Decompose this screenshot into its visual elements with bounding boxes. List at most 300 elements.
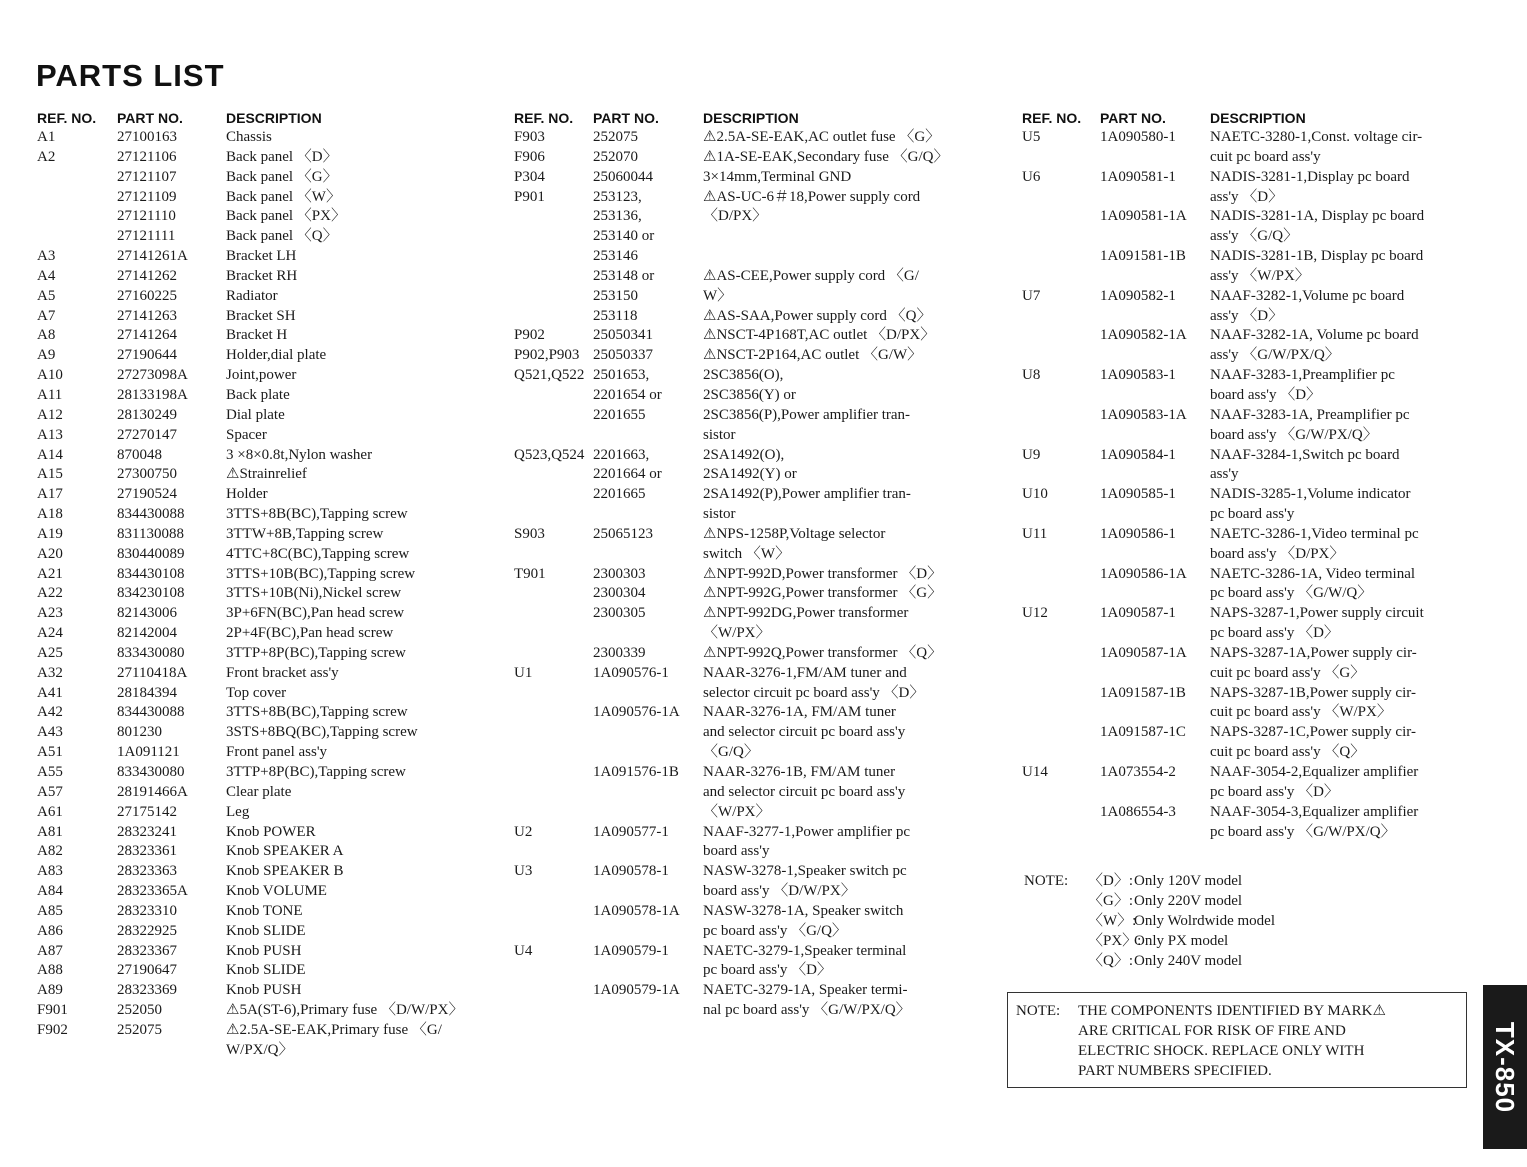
ref-no	[1022, 326, 1100, 366]
description: Radiator	[226, 287, 278, 304]
parts-row	[1022, 684, 1484, 724]
part-no: 27121109	[117, 188, 177, 205]
description: NADIS-3285-1,Volume indicator pc board ass'y	[1210, 486, 1411, 523]
parts-row	[37, 485, 497, 505]
parts-row	[37, 446, 497, 466]
description: 3P+6FN(BC),Pan head screw	[226, 605, 405, 622]
parts-row	[37, 426, 497, 446]
description: NAAF-3283-1,Preamplifier pc board ass'y 〈D〉	[1210, 367, 1395, 403]
part-no: 28323367	[117, 942, 177, 959]
ref-no: U14	[1022, 764, 1048, 780]
ref-no: U9	[1022, 446, 1041, 463]
part-no: 1A090576-1A	[593, 704, 680, 721]
description: ⚠2.5A-SE-EAK,AC outlet fuse 〈G〉	[703, 129, 941, 145]
ref-no	[1022, 803, 1100, 843]
part-no: 252070	[593, 148, 638, 165]
warning-text: THE COMPONENTS IDENTIFIED BY MARK⚠ ARE CRITICAL FOR RISK OF FIRE AND ELECTRIC SHOCK. REPLACE ONLY WITH PART NUMBERS SPECIFIED.	[1078, 1003, 1386, 1079]
part-no: 27110418A	[117, 664, 188, 681]
parts-column-3	[1022, 108, 1484, 842]
parts-row	[37, 842, 497, 862]
parts-row	[514, 942, 979, 982]
description: NAAF-3283-1A, Preamplifier pc board ass'y 〈G/W/PX/Q〉	[1210, 406, 1410, 443]
ref-no: A86	[37, 922, 63, 939]
ref-no: U10	[1022, 486, 1048, 503]
parts-row	[1022, 406, 1484, 446]
parts-row	[37, 823, 497, 843]
ref-no	[1022, 207, 1100, 247]
parts-row	[514, 525, 979, 565]
description-header: DESCRIPTION	[1210, 110, 1306, 126]
parts-row	[37, 565, 497, 585]
description: ⚠NPT-992D,Power transformer 〈D〉	[703, 565, 943, 582]
ref-no	[1022, 684, 1100, 724]
note-code: 〈G〉:	[1088, 893, 1134, 909]
description: Spacer	[226, 426, 267, 443]
description: ⚠2.5A-SE-EAK,Primary fuse 〈G/ W/PX/Q〉	[226, 1021, 442, 1058]
ref-no: A51	[37, 744, 63, 761]
part-no: 28323361	[117, 843, 177, 860]
ref-no: A84	[37, 883, 63, 900]
column-header	[1022, 108, 1484, 128]
description: Holder	[226, 486, 268, 503]
ref-no: U5	[1022, 129, 1041, 145]
ref-no	[1022, 644, 1100, 684]
parts-row	[37, 763, 497, 783]
part-no: 1A073554-2	[1100, 764, 1176, 780]
parts-row	[1022, 723, 1484, 763]
description: Knob SLIDE	[226, 962, 306, 979]
parts-rows	[1022, 128, 1484, 842]
parts-row	[37, 287, 497, 307]
part-no: 27190644	[117, 347, 177, 364]
description: NAPS-3287-1C,Power supply cir- cuit pc board ass'y 〈Q〉	[1210, 724, 1416, 761]
part-no: 834430088	[117, 506, 185, 523]
description: 3TTS+10B(Ni),Nickel screw	[226, 585, 402, 602]
model-label: TX-850	[1490, 1021, 1521, 1113]
part-no: 253118	[593, 307, 638, 324]
ref-no: A13	[37, 426, 63, 443]
ref-no	[37, 207, 117, 227]
part-no: 25060044	[593, 168, 653, 185]
ref-no: A88	[37, 962, 63, 979]
note-row	[1024, 911, 1275, 931]
description: NAPS-3287-1B,Power supply cir- cuit pc board ass'y 〈W/PX〉	[1210, 684, 1416, 721]
parts-row	[37, 227, 497, 247]
part-no: 1A090576-1	[593, 664, 669, 681]
parts-row	[37, 684, 497, 704]
parts-row	[1022, 326, 1484, 366]
parts-row	[37, 247, 497, 267]
description: Dial plate	[226, 406, 285, 423]
part-no: 27190524	[117, 486, 177, 503]
parts-row	[37, 545, 497, 565]
model-notes	[1024, 871, 1275, 971]
ref-no: A24	[37, 625, 63, 642]
parts-row	[37, 644, 497, 664]
part-no: 834430088	[117, 704, 185, 721]
ref-no: A89	[37, 982, 63, 999]
parts-row	[37, 168, 497, 188]
parts-row	[1022, 644, 1484, 684]
ref-no: F902	[37, 1021, 68, 1038]
description: Knob PUSH	[226, 982, 302, 999]
part-no: 253148 or 253150	[593, 267, 655, 304]
description: NAETC-3286-1,Video terminal pc board ass'y 〈D/PX〉	[1210, 525, 1419, 562]
warning-label: NOTE:	[1016, 1003, 1061, 1019]
description-header: DESCRIPTION	[703, 110, 799, 126]
parts-rows	[514, 128, 979, 1021]
description-header: DESCRIPTION	[226, 110, 322, 126]
description: Back panel 〈PX〉	[226, 208, 346, 225]
description: Knob VOLUME	[226, 883, 327, 900]
part-no: 252075	[593, 129, 638, 145]
ref-no: P901	[514, 188, 545, 205]
description: Holder,dial plate	[226, 347, 327, 364]
ref-no: U12	[1022, 605, 1048, 622]
part-no: 1A090579-1	[593, 942, 669, 959]
description: NASW-3278-1A, Speaker switch pc board ass'y 〈G/Q〉	[703, 902, 904, 939]
ref-no: A83	[37, 863, 63, 880]
parts-row	[37, 525, 497, 545]
parts-rows	[37, 128, 497, 1061]
ref-no: Q521,Q522	[514, 367, 585, 384]
ref-no: P902,P903	[514, 347, 580, 364]
part-no: 25050341	[593, 327, 653, 344]
ref-no: P902	[514, 327, 545, 344]
description: ⚠NPT-992DG,Power transformer 〈W/PX〉	[703, 605, 909, 642]
description: NAETC-3280-1,Const. voltage cir- cuit pc board ass'y	[1210, 129, 1423, 165]
part-no: 27121111	[117, 228, 176, 245]
ref-no: A18	[37, 506, 63, 523]
description: ⚠AS-CEE,Power supply cord 〈G/ W〉	[703, 267, 919, 304]
parts-row	[514, 584, 979, 604]
parts-row	[514, 664, 979, 704]
note-code: 〈Q〉:	[1088, 953, 1134, 969]
ref-no: S903	[514, 525, 545, 542]
description: NAAR-3276-1B, FM/AM tuner and selector circuit pc board ass'y 〈W/PX〉	[703, 764, 906, 820]
part-no: 1A090586-1A	[1100, 565, 1187, 582]
part-no: 1A091587-1B	[1100, 684, 1186, 701]
ref-no: A61	[37, 803, 63, 820]
part-no: 28191466A	[117, 783, 188, 800]
ref-no: U2	[514, 823, 533, 840]
parts-row	[37, 505, 497, 525]
description: Bracket LH	[226, 248, 297, 265]
ref-no	[514, 703, 593, 763]
parts-row	[37, 743, 497, 763]
parts-row	[514, 981, 979, 1021]
description: ⚠AS-SAA,Power supply cord 〈Q〉	[703, 307, 932, 324]
parts-row	[514, 703, 979, 763]
ref-no: A12	[37, 406, 63, 423]
ref-no: A23	[37, 605, 63, 622]
ref-no: A7	[37, 307, 56, 324]
description: ⚠1A-SE-EAK,Secondary fuse 〈G/Q〉	[703, 148, 949, 165]
part-no: 833430080	[117, 644, 185, 661]
part-no: 28323369	[117, 982, 177, 999]
parts-row	[514, 366, 979, 445]
note-label: NOTE:	[1024, 873, 1069, 889]
part-no: 1A090578-1A	[593, 902, 680, 919]
part-no: 2300303	[593, 565, 646, 582]
parts-row	[1022, 366, 1484, 406]
part-no: 27121107	[117, 168, 177, 185]
parts-row	[514, 307, 979, 327]
part-no-header: PART NO.	[1100, 110, 1166, 126]
parts-row	[514, 902, 979, 942]
description: 3TTS+8B(BC),Tapping screw	[226, 506, 408, 523]
ref-no	[514, 584, 593, 604]
ref-no-header: REF. NO.	[514, 110, 574, 126]
parts-row	[37, 386, 497, 406]
description: NADIS-3281-1B, Display pc board ass'y 〈W/PX〉	[1210, 248, 1424, 284]
parts-row	[1022, 207, 1484, 247]
description: NAAF-3282-1,Volume pc board ass'y 〈D〉	[1210, 287, 1405, 324]
description: 3TTP+8P(BC),Tapping screw	[226, 764, 406, 780]
part-no: 1A090577-1	[593, 823, 669, 840]
parts-column-1	[37, 108, 497, 1061]
ref-no: U4	[514, 942, 533, 959]
part-no: 252075	[117, 1021, 162, 1038]
part-no: 833430080	[117, 764, 185, 780]
parts-row	[514, 823, 979, 863]
part-no: 253123, 253136, 253140 or 253146	[593, 188, 655, 265]
description: 2P+4F(BC),Pan head screw	[226, 625, 394, 642]
part-no: 1A090581-1	[1100, 168, 1176, 185]
description: NAPS-3287-1,Power supply circuit pc board ass'y 〈D〉	[1210, 605, 1424, 642]
part-no: 27300750	[117, 466, 177, 483]
parts-column-2	[514, 108, 979, 1021]
description: Joint,power	[226, 367, 297, 384]
model-tab	[1483, 985, 1527, 1149]
ref-no: A17	[37, 486, 63, 503]
parts-row	[514, 763, 979, 823]
ref-no: A87	[37, 942, 63, 959]
part-no: 28323363	[117, 863, 177, 880]
ref-no	[1022, 406, 1100, 446]
ref-no: A8	[37, 327, 56, 344]
parts-row	[1022, 446, 1484, 486]
parts-row	[37, 882, 497, 902]
parts-row	[1022, 485, 1484, 525]
part-no: 1A090582-1A	[1100, 327, 1187, 344]
parts-row	[1022, 604, 1484, 644]
description: Back panel 〈D〉	[226, 148, 338, 165]
ref-no	[1022, 723, 1100, 763]
description: NAAF-3277-1,Power amplifier pc board ass'y	[703, 823, 911, 860]
description: Back panel 〈G〉	[226, 168, 338, 185]
part-no: 2300339	[593, 644, 646, 661]
parts-row	[37, 783, 497, 803]
part-no: 28322925	[117, 922, 177, 939]
part-no: 1A090579-1A	[593, 982, 680, 999]
part-no-header: PART NO.	[117, 110, 183, 126]
description: ⚠AS-UC-6＃18,Power supply cord 〈D/PX〉	[703, 188, 921, 225]
parts-row	[37, 942, 497, 962]
description: 3TTS+8B(BC),Tapping screw	[226, 704, 408, 721]
part-no: 2300304	[593, 585, 646, 602]
description: ⚠Strainrelief	[226, 466, 307, 483]
ref-no	[37, 168, 117, 188]
ref-no	[1022, 565, 1100, 605]
parts-row	[1022, 763, 1484, 803]
description: Bracket H	[226, 327, 288, 344]
part-no: 27121106	[117, 148, 177, 165]
parts-row	[37, 723, 497, 743]
description: ⚠NSCT-2P164,AC outlet 〈G/W〉	[703, 347, 923, 364]
parts-row	[37, 604, 497, 624]
ref-no	[514, 763, 593, 823]
safety-warning-box	[1007, 992, 1467, 1088]
parts-row	[514, 644, 979, 664]
parts-row	[37, 1021, 497, 1061]
ref-no: A5	[37, 287, 56, 304]
parts-row	[514, 148, 979, 168]
description: ⚠NSCT-4P168T,AC outlet 〈D/PX〉	[703, 327, 936, 344]
ref-no: T901	[514, 565, 546, 582]
part-no: 27273098A	[117, 367, 188, 384]
part-no: 27160225	[117, 287, 177, 304]
part-no: 1A090583-1A	[1100, 406, 1187, 423]
parts-row	[37, 366, 497, 386]
description: Front bracket ass'y	[226, 664, 339, 681]
description: ⚠NPT-992G,Power transformer 〈G〉	[703, 585, 943, 602]
part-no: 27121110	[117, 208, 176, 225]
note-code: 〈W〉:	[1088, 913, 1137, 929]
parts-row	[37, 128, 497, 148]
part-no: 28133198A	[117, 386, 188, 403]
ref-no: P304	[514, 168, 545, 185]
description: Chassis	[226, 129, 272, 145]
ref-no	[514, 604, 593, 644]
description: Bracket RH	[226, 267, 298, 284]
ref-no: F903	[514, 129, 545, 145]
description: NAAR-3276-1A, FM/AM tuner and selector circuit pc board ass'y 〈G/Q〉	[703, 704, 906, 761]
part-no: 82143006	[117, 605, 177, 622]
description: Front panel ass'y	[226, 744, 328, 761]
parts-row	[37, 346, 497, 366]
ref-no: F901	[37, 1002, 68, 1019]
description: NADIS-3281-1,Display pc board ass'y 〈D〉	[1210, 168, 1410, 205]
part-no: 27141262	[117, 267, 177, 284]
description: Back panel 〈W〉	[226, 188, 341, 205]
part-no-header: PART NO.	[593, 110, 659, 126]
parts-row	[1022, 247, 1484, 287]
part-no: 870048	[117, 446, 162, 463]
description: 2SA1492(O), 2SA1492(Y) or 2SA1492(P),Power amplifier tran- sistor	[703, 446, 911, 523]
note-row	[1024, 871, 1275, 891]
ref-no: U8	[1022, 367, 1041, 384]
ref-no	[1022, 247, 1100, 287]
ref-no	[37, 188, 117, 208]
ref-no: U7	[1022, 287, 1041, 304]
part-no: 1A090587-1	[1100, 605, 1176, 622]
column-header	[37, 108, 497, 128]
ref-no: A2	[37, 148, 56, 165]
ref-no: A32	[37, 664, 63, 681]
part-no: 27100163	[117, 129, 177, 145]
parts-row	[37, 624, 497, 644]
parts-row	[1022, 525, 1484, 565]
parts-row	[514, 326, 979, 346]
part-no: 2201663, 2201664 or 2201665	[593, 446, 662, 503]
description: ⚠NPT-992Q,Power transformer 〈Q〉	[703, 644, 943, 661]
ref-no: A4	[37, 267, 56, 284]
ref-no: A21	[37, 565, 63, 582]
parts-row	[37, 188, 497, 208]
parts-row	[37, 703, 497, 723]
ref-no: A1	[37, 129, 56, 145]
ref-no: A10	[37, 367, 63, 384]
part-no: 1A090578-1	[593, 863, 669, 880]
ref-no: A14	[37, 446, 63, 463]
part-no: 25065123	[593, 525, 653, 542]
part-no: 1A090581-1A	[1100, 208, 1187, 225]
ref-no: A22	[37, 585, 63, 602]
part-no: 1A090586-1	[1100, 525, 1176, 542]
part-no: 27270147	[117, 426, 177, 443]
parts-row	[37, 307, 497, 327]
parts-row	[37, 267, 497, 287]
description: 3TTW+8B,Tapping screw	[226, 525, 384, 542]
ref-no: A82	[37, 843, 63, 860]
part-no: 27175142	[117, 803, 177, 820]
description: Top cover	[226, 684, 287, 701]
description: 2SC3856(O), 2SC3856(Y) or 2SC3856(P),Power amplifier tran- sistor	[703, 367, 911, 443]
parts-row	[514, 862, 979, 902]
description: NAAF-3284-1,Switch pc board ass'y	[1210, 446, 1400, 483]
parts-row	[37, 326, 497, 346]
note-row	[1024, 951, 1275, 971]
ref-no: A57	[37, 783, 63, 800]
note-text: Only PX model	[1134, 933, 1229, 949]
parts-row	[37, 862, 497, 882]
note-text: Only 120V model	[1134, 873, 1243, 889]
part-no: 252050	[117, 1002, 162, 1019]
description: NAAF-3054-2,Equalizer amplifier pc board ass'y 〈D〉	[1210, 764, 1419, 800]
part-no: 1A090583-1	[1100, 367, 1176, 384]
description: NAETC-3286-1A, Video terminal pc board ass'y 〈G/W/Q〉	[1210, 565, 1416, 602]
parts-row	[37, 148, 497, 168]
description: 3×14mm,Terminal GND	[703, 168, 852, 185]
ref-no: A15	[37, 466, 63, 483]
part-no: 1A091587-1C	[1100, 724, 1186, 741]
part-no: 82142004	[117, 625, 177, 642]
parts-row	[514, 565, 979, 585]
description: 3TTS+10B(BC),Tapping screw	[226, 565, 416, 582]
description: Bracket SH	[226, 307, 296, 324]
parts-row	[514, 604, 979, 644]
ref-no: A41	[37, 684, 63, 701]
ref-no	[514, 644, 593, 664]
description: Knob POWER	[226, 823, 316, 840]
ref-no	[514, 307, 593, 327]
parts-row	[1022, 287, 1484, 327]
part-no: 831130088	[117, 525, 184, 542]
ref-no: Q523,Q524	[514, 446, 585, 463]
part-no: 1A090582-1	[1100, 287, 1176, 304]
description: Knob SPEAKER B	[226, 863, 344, 880]
parts-row	[514, 168, 979, 188]
part-no: 28323365A	[117, 883, 188, 900]
parts-row	[1022, 565, 1484, 605]
note-text: Only 240V model	[1134, 953, 1243, 969]
parts-row	[514, 128, 979, 148]
description: 3TTP+8P(BC),Tapping screw	[226, 644, 406, 661]
parts-row	[37, 922, 497, 942]
ref-no	[37, 227, 117, 247]
part-no: 25050337	[593, 347, 653, 364]
